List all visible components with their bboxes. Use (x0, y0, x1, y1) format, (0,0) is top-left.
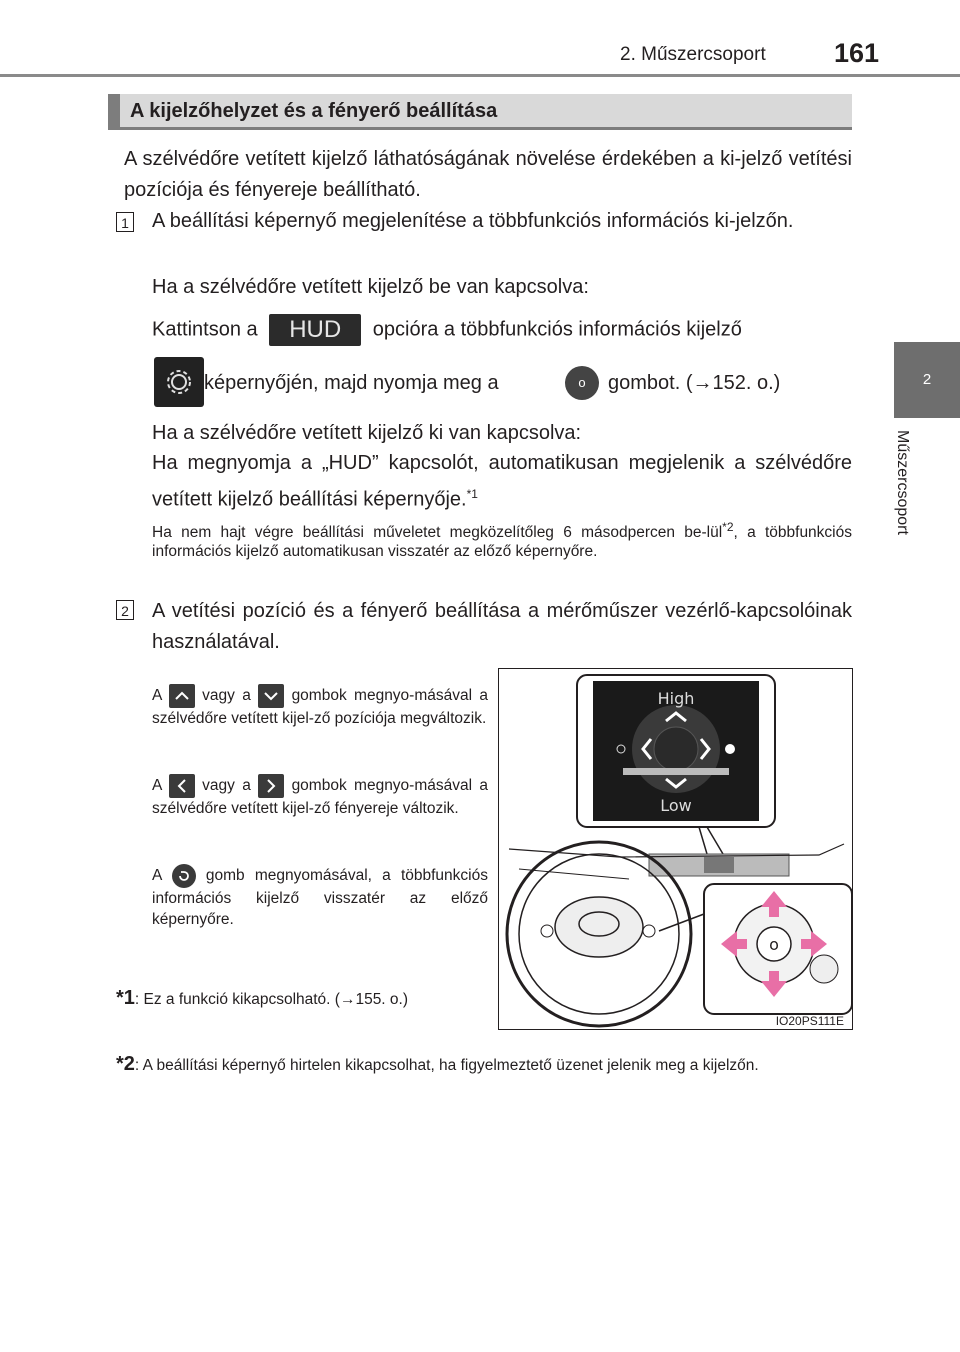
footnote-2: *2: A beállítási képernyő hirtelen kikapcsolhat, ha figyelmeztető üzenet jelenik meg a kijelzőn. (116, 1053, 759, 1075)
step-number-1: 1 (116, 212, 134, 232)
settings-gear-icon (154, 357, 204, 407)
updown-explanation: A vagy a gombok megnyo-másával a szélvédőre vetített kijel-ző pozíciója megváltozik. (152, 684, 488, 729)
page-number: 161 (834, 38, 880, 68)
back-button-icon (172, 864, 196, 888)
figure-code: IO20PS111E (775, 1014, 844, 1028)
left-arrow-icon (169, 774, 195, 798)
step-1-screen-text: képernyőjén, majd nyomja meg a (204, 372, 499, 394)
back-explanation: A gomb megnyomásával, a többfunkciós információs kijelző visszatér az előző képernyőre. (152, 864, 488, 930)
svg-text:o: o (769, 935, 779, 954)
running-header-section: 2. Műszercsoport (620, 44, 766, 65)
leftright-explanation: A vagy a gombok megnyo-másával a szélvédőre vetített kijel-ző fényereje változik. (152, 774, 488, 819)
step-1-title: A beállítási képernyő megjelenítése a többfunkciós információs ki-jelzőn. (152, 210, 794, 232)
step-1-off-label: Ha a szélvédőre vetített kijelző ki van kapcsolva: (152, 422, 582, 444)
step-2-title: A vetítési pozíció és a fényerő beállítása a mérőműszer vezérlő-kapcsolóinak használatával. (152, 600, 852, 653)
hud-button: HUD (269, 314, 361, 346)
step-1-on-label: Ha a szélvédőre vetített kijelző be van kapcsolva: (152, 276, 589, 298)
header-rule (0, 74, 960, 77)
footnote-ref-2: *2 (722, 520, 734, 534)
step-number-2: 2 (116, 600, 134, 620)
right-arrow-icon (258, 774, 284, 798)
steering-controls-figure (498, 668, 853, 1030)
down-arrow-icon (258, 684, 284, 708)
step-1-off-text: Ha megnyomja a „HUD” kapcsolót, automatikusan megjelenik a szélvédőre vetített kijelző beállítási képernyője.$^{*1}$ (152, 452, 852, 511)
chapter-label: Műszercsoport (894, 430, 911, 535)
high-label: High (657, 689, 695, 708)
footnote-ref-1: *1 (466, 487, 478, 501)
chapter-tab: 2 (894, 342, 960, 418)
step-1-button-text: gombot. (→152. o.) (608, 372, 781, 394)
meter-control-knob-icon: o (565, 366, 599, 400)
section-heading: A kijelzőhelyzet és a fényerő beállítása (108, 94, 852, 130)
step-1-note: Ha nem hajt végre beállítási műveletet megközelítőleg 6 másodpercen be-lül$^{*2}$, a többfunkciós információs kijelző automatikusan visszatér az előző képernyőre. (152, 520, 852, 561)
low-label: Low (660, 796, 692, 815)
step-1-click-line: Kattintson a HUD opcióra a többfunkciós információs kijelző (152, 314, 852, 346)
footnote-1: *1: Ez a funkció kikapcsolható. (→155. o.) (116, 987, 409, 1009)
up-arrow-icon (169, 684, 195, 708)
intro-paragraph: A szélvédőre vetített kijelző láthatóságának növelése érdekében a ki-jelző vetítési pozíciója és fényereje beállítható. (124, 148, 852, 201)
